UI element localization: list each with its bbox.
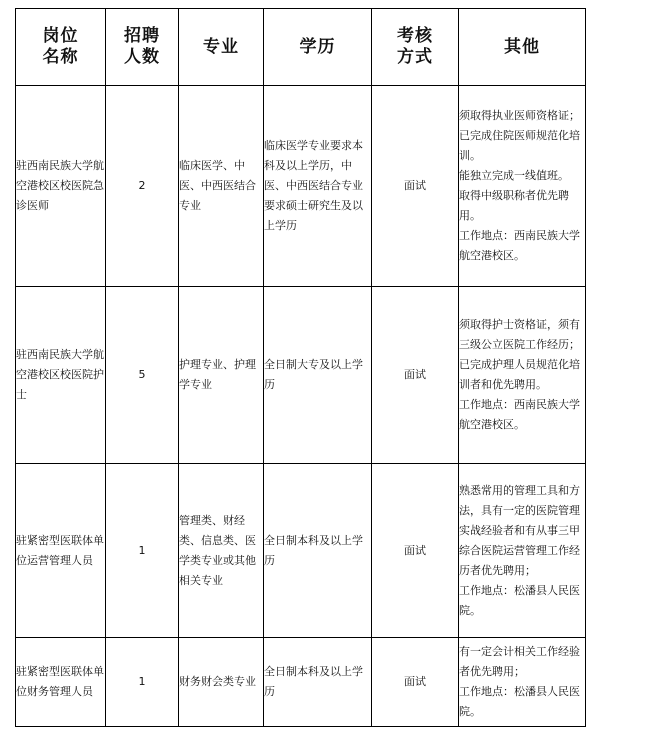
education-cell: 全日制本科及以上学历 bbox=[264, 638, 372, 727]
header-method bbox=[372, 9, 459, 86]
count-cell: 2 bbox=[106, 86, 179, 287]
major-cell: 护理专业、护理学专业 bbox=[179, 287, 264, 464]
other-line: 取得中级职称者优先聘用。 bbox=[459, 189, 569, 222]
method-cell: 面试 bbox=[372, 464, 459, 638]
other-cell bbox=[459, 287, 586, 464]
other-line: 工作地点：西南民族大学航空港校区。 bbox=[459, 229, 580, 262]
table-row bbox=[16, 638, 586, 727]
header-major-label: 专业 bbox=[203, 36, 239, 57]
header-position bbox=[16, 9, 106, 86]
other-line: 已完成护理人员规范化培训者和优先聘用。 bbox=[459, 358, 580, 391]
table-row bbox=[16, 86, 586, 287]
table-row bbox=[16, 287, 586, 464]
header-position-line2: 名称 bbox=[42, 47, 79, 67]
header-count-line1: 招聘 bbox=[124, 26, 160, 46]
header-major bbox=[179, 9, 264, 86]
position-cell: 驻紧密型医联体单位运营管理人员 bbox=[16, 464, 106, 638]
education-cell: 全日制本科及以上学历 bbox=[264, 464, 372, 638]
other-cell bbox=[459, 86, 586, 287]
education-cell: 临床医学专业要求本科及以上学历，中医、中西医结合专业要求硕士研究生及以上学历 bbox=[264, 86, 372, 287]
header-count-line2: 人数 bbox=[124, 47, 160, 67]
method-cell: 面试 bbox=[372, 287, 459, 464]
other-cell bbox=[459, 638, 586, 727]
major-cell: 管理类、财经类、信息类、医学类专业或其他相关专业 bbox=[179, 464, 264, 638]
header-other bbox=[459, 9, 586, 86]
other-line: 工作地点：松潘县人民医院。 bbox=[459, 685, 580, 718]
major-cell: 财务财会类专业 bbox=[179, 638, 264, 727]
position-cell: 驻西南民族大学航空港校区校医院护士 bbox=[16, 287, 106, 464]
other-line: 须取得执业医师资格证；已完成住院医师规范化培训。 bbox=[459, 109, 580, 162]
position-cell: 驻西南民族大学航空港校区校医院急诊医师 bbox=[16, 86, 106, 287]
header-education-label: 学历 bbox=[299, 36, 336, 57]
header-method-line1: 考核 bbox=[397, 26, 433, 46]
other-line: 工作地点：西南民族大学航空港校区。 bbox=[459, 398, 580, 431]
header-education bbox=[264, 9, 372, 86]
other-cell bbox=[459, 464, 586, 638]
method-cell: 面试 bbox=[372, 638, 459, 727]
header-row bbox=[16, 9, 586, 86]
count-cell: 1 bbox=[106, 464, 179, 638]
count-cell: 1 bbox=[106, 638, 179, 727]
header-method-line2: 方式 bbox=[397, 47, 433, 67]
other-line: 有一定会计相关工作经验者优先聘用； bbox=[459, 645, 580, 678]
table-row bbox=[16, 464, 586, 638]
other-line: 熟悉常用的管理工具和方法，具有一定的医院管理实战经验者和有从事三甲综合医院运营管理工作经历者优先聘用； bbox=[459, 483, 580, 577]
header-other-label: 其他 bbox=[504, 36, 540, 57]
position-cell: 驻紧密型医联体单位财务管理人员 bbox=[16, 638, 106, 727]
other-line: 能独立完成一线值班。 bbox=[459, 169, 569, 182]
education-cell: 全日制大专及以上学历 bbox=[264, 287, 372, 464]
other-line: 须取得护士资格证，须有三级公立医院工作经历； bbox=[459, 318, 580, 351]
count-cell: 5 bbox=[106, 287, 179, 464]
header-count bbox=[106, 9, 179, 86]
method-cell: 面试 bbox=[372, 86, 459, 287]
major-cell: 临床医学、中医、中西医结合专业 bbox=[179, 86, 264, 287]
recruitment-table bbox=[15, 8, 586, 727]
header-position-line1: 岗位 bbox=[42, 26, 79, 46]
other-line: 工作地点：松潘县人民医院。 bbox=[459, 583, 580, 617]
